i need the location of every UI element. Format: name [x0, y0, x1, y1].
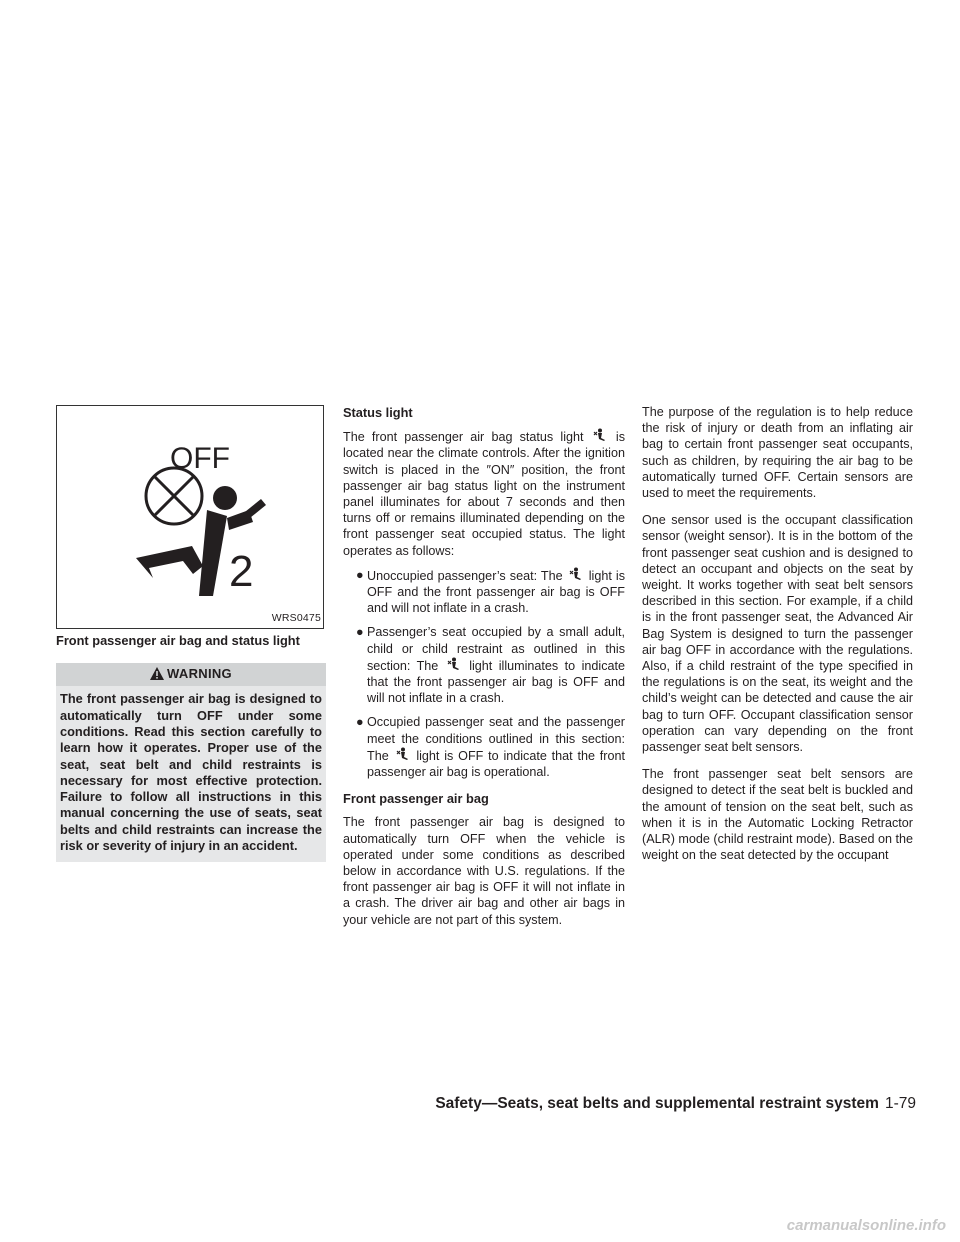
- occupant-leg-icon: [136, 546, 203, 578]
- warning-text: The front passenger air bag is designed to automatically turn OFF under some conditions. Read this section carefully to learn how it operates. Proper use of the seat, seat belt and child restraints is necessary for most effective protection. Failure to follow all instructions in this manual concerning the use of seats, seat belts and child restraints can increase the risk or severity of injury in an accident.: [60, 691, 322, 854]
- status-light-heading: Status light: [343, 405, 413, 420]
- page-number: 1-79: [884, 1095, 916, 1112]
- list-item: [343, 567, 625, 617]
- status-light-intro: [343, 428, 625, 559]
- bullet-icon: ●: [356, 625, 364, 640]
- occupant-torso-icon: [199, 510, 227, 596]
- front-air-bag-heading: Front passenger air bag: [343, 791, 489, 807]
- bullet-text-b: light is OFF and the front passenger air bag is OFF and will not inflate in a crash.: [367, 568, 626, 616]
- bullet-text-b: light is OFF to indicate that the front passenger air bag is operational.: [367, 748, 625, 780]
- footer-section-title: Safety—Seats, seat belts and supplemental restraint system: [435, 1095, 879, 1112]
- figure-off-label: OFF: [170, 442, 230, 475]
- list-item: [343, 714, 625, 780]
- list-item: [343, 624, 625, 706]
- passenger-airbag-off-icon: [567, 567, 585, 581]
- figure-code: WRS0475: [271, 611, 321, 624]
- airbag-status-figure: [56, 405, 324, 629]
- bullet-icon: ●: [356, 567, 364, 582]
- bullet-text-a: Occupied passenger seat and the passenger meet the conditions outlined in this section: The: [367, 715, 625, 763]
- figure-caption: Front passenger air bag and status light: [56, 633, 300, 648]
- passenger-airbag-off-icon: [445, 657, 463, 671]
- status-light-intro-b: is located near the climate controls. After the ignition switch is placed in the ″ON″ position, the front passenger air bag status light on the instrument panel illuminates for about 7 seconds and then turns off or remains illuminated depending on the front passenger seat occupied status. The light operates as follows:: [343, 430, 626, 558]
- bullet-icon: ●: [356, 715, 364, 730]
- watermark: carmanualsonline.info: [786, 1217, 946, 1234]
- occupant-head-icon: [213, 486, 237, 510]
- middle-column: [343, 405, 625, 928]
- right-column: [642, 405, 913, 863]
- bullet-text-b: light illuminates to indicate that the front passenger air bag is OFF and will not inflate in a crash.: [367, 658, 625, 706]
- passenger-airbag-off-icon: [591, 428, 609, 442]
- bullet-text-a: Passenger’s seat occupied by a small adult, child or child restraint as outlined in this section: The: [367, 625, 625, 673]
- front-air-bag-p1: The front passenger air bag is designed to automatically turn OFF when the vehicle is operated under some conditions as described below in accordance with U.S. regulations. If the front passenger air bag is OFF it will not inflate in a crash. The driver air bag and other air bags in your vehicle are not part of this system.: [343, 815, 625, 927]
- page-footer: [435, 1095, 916, 1113]
- front-air-bag-p2: The purpose of the regulation is to help reduce the risk of injury or death from an inflating air bag to certain front passenger seat occupants, such as children, by requiring the air bag to be automatically turned OFF. Certain sensors are used to meet the requirements.: [642, 405, 913, 501]
- status-light-intro-a: The front passenger air bag status light: [343, 430, 584, 445]
- warning-heading: WARNING: [167, 666, 232, 682]
- front-air-bag-p4: The front passenger seat belt sensors are designed to detect if the seat belt is buckled and the amount of tension on the seat belt, such as when it is in the Automatic Locking Retractor (ALR) mode (child restraint mode). Based on the weight on the seat detected by the occupant: [642, 767, 913, 863]
- left-column: [56, 405, 326, 862]
- warning-header: [56, 663, 326, 686]
- bullet-text-a: Unoccupied passenger’s seat: The: [367, 568, 563, 583]
- warning-triangle-icon: [150, 667, 164, 684]
- airbag-off-illustration: [57, 406, 323, 628]
- front-air-bag-p3: One sensor used is the occupant classification sensor (weight sensor). It is in the bottom of the front passenger seat cushion and is designed to detect an occupant and objects on the seat by weight. It works together with seat belt sensors described in this section. For example, if a child is in the front passenger seat, the Advanced Air Bag System is designed to turn the passenger air bag OFF in accordance with the regulations. Also, if a child restraint of the type specified in the regulations is on the seat, its weight and the child’s weight can be detected and cause the air bag to turn OFF. Occupant classification sensor operation can vary depending on the front passenger seat belt sensors.: [642, 513, 913, 755]
- warning-box: [56, 663, 326, 862]
- figure-number-label: 2: [229, 547, 254, 596]
- passenger-airbag-off-icon: [394, 747, 412, 761]
